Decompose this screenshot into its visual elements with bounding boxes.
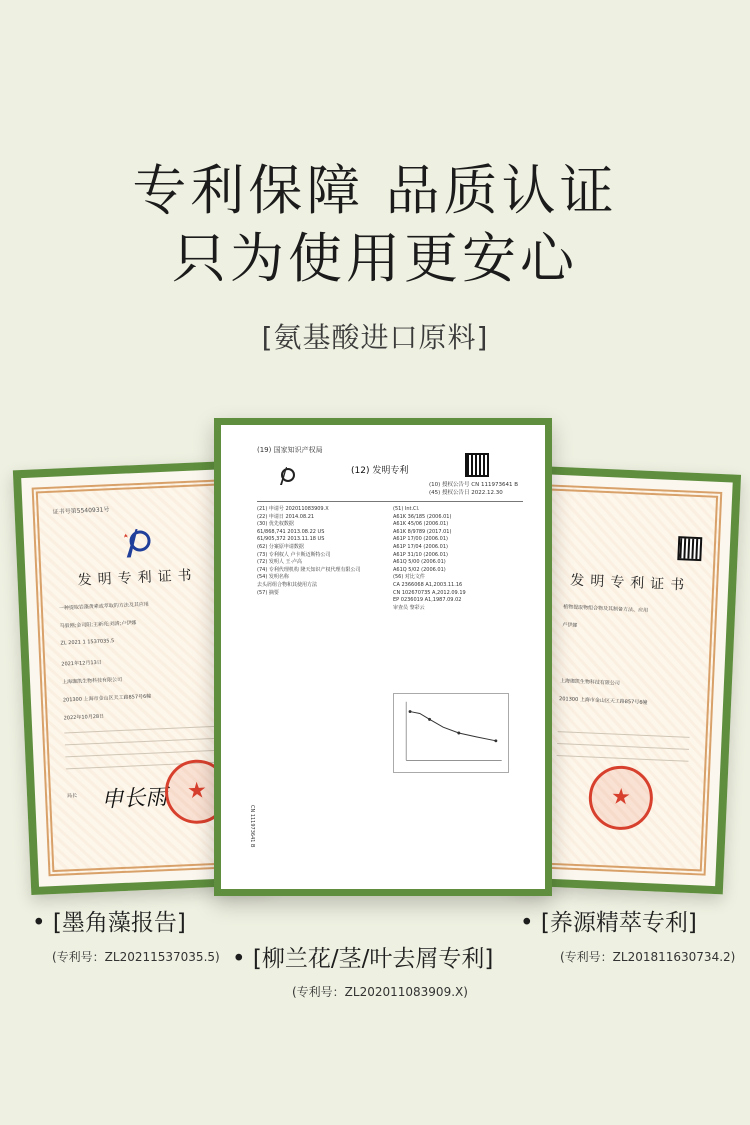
certificate-title: 发明专利证书: [77, 567, 198, 589]
cert-line: 上海珈凯生物科技有限公司: [62, 676, 123, 686]
cert-line: 上海珈凯生物科技有限公司: [559, 678, 620, 687]
certificate-title: 发明专利证书: [569, 572, 691, 594]
publication-number: (10) 授权公告号 CN 111973641 B: [429, 482, 519, 488]
divider: [64, 725, 224, 733]
cert-line: 201300 上海市金山区天工路857号6幢: [62, 693, 152, 704]
bibliographic-data: [257, 501, 523, 611]
patent-document: [221, 425, 545, 889]
bibliographic-left-column: (21) 申请号 202011083909.X (22) 申请日 2014.08.21 (30) 优先权数据 61/868,741 2013.08.22 US 61/905,372 2013.11.18 US (62) 分案原申请数据 (73) 专利权人 卢卡斯迈斯特公司 (72) 发明人 王·卢高 (74) 专利代理机构 隆天知识产权代理有限公司 (54) 发明名称 去头屑组合物和其使用方法 (57) 摘要: [257, 506, 361, 596]
cert-line: ZL 2021 1 1537035.5: [60, 638, 115, 647]
cert-line: 2022年10月28日: [63, 713, 105, 722]
director-label: 局长: [66, 792, 78, 800]
cert-line: 马毅刚;金司阳;王新亮;刘清;卢伊娜: [59, 620, 137, 630]
certificate-center: [214, 418, 552, 896]
certificate-right-border: [530, 484, 723, 875]
patent-office-logo-icon: [115, 522, 157, 564]
divider: [557, 755, 689, 762]
qr-code-icon: [677, 536, 702, 561]
headline-line-2: 只为使用更安心: [172, 227, 578, 290]
vertical-patent-number: CN 111973641 B: [249, 805, 255, 848]
caption-number-2: (专利号：ZL202011083909.X): [292, 985, 468, 999]
divider: [65, 749, 225, 757]
patent-office-logo-icon: [273, 463, 299, 489]
publication-date: (45) 授权公告日 2022.12.30: [429, 490, 503, 496]
headline-line-1: 专利保障 品质认证: [132, 159, 618, 222]
publication-info: [429, 481, 518, 497]
caption-number-3: (专利号：ZL201811630734.2): [560, 950, 736, 964]
cert-line: 卢伊娜: [562, 622, 578, 629]
divider: [65, 737, 225, 745]
abstract-figure: [393, 693, 509, 773]
cert-line: 2021年12月13日: [61, 659, 102, 668]
caption-number-1: (专利号：ZL20211537035.5): [52, 950, 220, 964]
bibliographic-right-column: (51) Int.Cl. A61K 36/185 (2006.01) A61K 45/06 (2006.01) A61K 8/9789 (2017.01) A61P 17/00 (2006.01) A61P 17/04 (2006.01) A61P 31/10 (2006.01) A61Q 5/00 (2006.01) A61Q 5/02 (2006.01) (56) 对比文件 CA 2366068 A1,2003.11.16 CN 102670735 A,2012.09.19 EP 0236019 A1,1987.09.02 审查员 黎彩云: [393, 506, 466, 611]
divider: [557, 743, 689, 750]
issuing-office: (19) 国家知识产权局: [257, 446, 323, 454]
cert-line: 201300 上海市金山区天工路857号6幢: [558, 696, 648, 706]
cert-line: 植物提取物组合物及其制备方法、应用: [562, 604, 649, 614]
caption-title-3: • [养源精萃专利]: [520, 910, 697, 936]
document-type: (12) 发明专利: [351, 466, 409, 476]
caption-title-2: • [柳兰花/茎/叶去屑专利]: [232, 946, 494, 972]
divider: [558, 731, 690, 738]
certificate-number: 证书号第5540931号: [52, 506, 110, 516]
official-seal-icon: [587, 765, 654, 832]
cert-line: 一种提取岩藻黄素或萃取的方法及其应用: [58, 601, 149, 612]
caption-title-1: • [墨角藻报告]: [32, 910, 186, 936]
director-signature: 申长雨: [100, 785, 168, 813]
subtitle: [氨基酸进口原料]: [261, 321, 489, 354]
qr-code-icon: [465, 453, 489, 477]
